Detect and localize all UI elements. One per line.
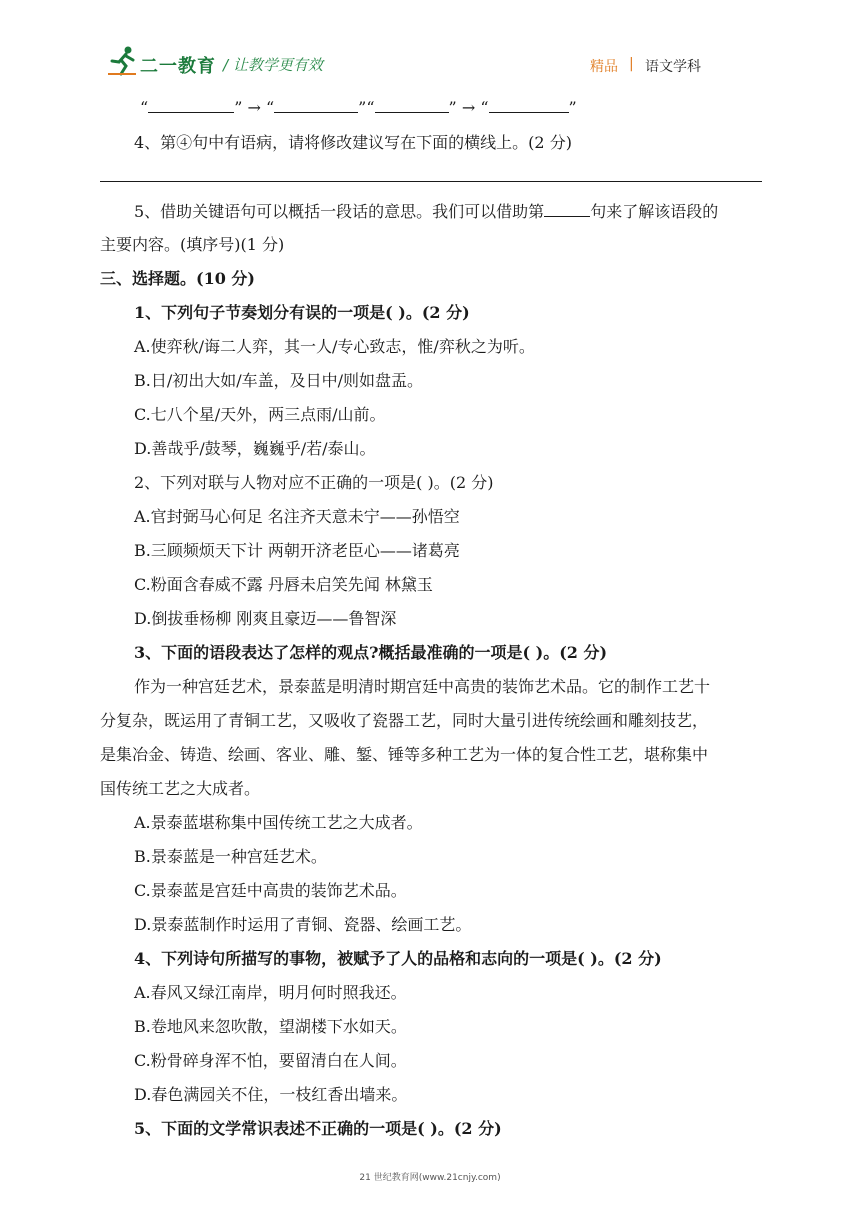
quote-mark: “ (366, 98, 375, 117)
arrow: → (247, 98, 261, 117)
option-c[interactable]: C.粉面含春威不露 丹唇未启笑先闻 林黛玉 (134, 575, 433, 594)
quote-mark: ” (448, 98, 457, 117)
question-2-4: 4、第④句中有语病，请将修改建议写在下面的横线上。(2 分) (134, 133, 572, 152)
slogan: / 让教学更有效 (223, 56, 323, 74)
option-c[interactable]: C.粉骨碎身浑不怕，要留清白在人间。 (134, 1051, 407, 1070)
question-3-2: 2、下列对联与人物对应不正确的一项是( )。(2 分) (134, 473, 494, 492)
question-3-3: 3、下面的语段表达了怎样的观点?概括最准确的一项是( )。(2 分) (134, 643, 608, 662)
running-man-logo-icon (106, 44, 140, 78)
option-a[interactable]: A.春风又绿江南岸，明月何时照我还。 (134, 983, 407, 1002)
tag-separator: | (629, 56, 634, 72)
passage-line: 作为一种宫廷艺术，景泰蓝是明清时期宫廷中高贵的装饰艺术品。它的制作工艺十 (134, 677, 711, 696)
option-b[interactable]: B.卷地风来忽吹散，望湖楼下水如天。 (134, 1017, 407, 1036)
brand-logo (106, 44, 218, 80)
premium-tag: 精品 (590, 59, 618, 75)
option-d[interactable]: D.倒拔垂杨柳 刚爽且豪迈——鲁智深 (134, 609, 397, 628)
question-text: 句来了解该语段的 (590, 202, 719, 221)
page-footer: 21 世纪教育网(www.21cnjy.com) (359, 1173, 501, 1183)
option-d[interactable]: D.春色满园关不住，一枝红香出墙来。 (134, 1085, 408, 1104)
quote-mark: “ (480, 98, 489, 117)
quote-mark: “ (265, 98, 275, 117)
question-2-5 (134, 200, 860, 223)
fill-blank[interactable] (148, 96, 234, 113)
quote-mark: ” (568, 98, 577, 117)
question-2-5-cont: 主要内容。(填序号)(1 分) (100, 235, 285, 254)
option-d[interactable]: D.景泰蓝制作时运用了青铜、瓷器、绘画工艺。 (134, 915, 472, 934)
page-header (0, 0, 860, 90)
arrow: → (461, 98, 476, 117)
quote-mark: “ (140, 98, 149, 117)
option-c[interactable]: C.七八个星/天外，两三点雨/山前。 (134, 405, 386, 424)
quote-mark: ” (234, 98, 243, 117)
passage-line: 分复杂，既运用了青铜工艺，又吸收了瓷器工艺，同时大量引进传统绘画和雕刻技艺， (100, 711, 709, 730)
fill-blank[interactable] (544, 200, 590, 217)
question-text: 5、借助关键语句可以概括一段话的意思。我们可以借助第 (134, 202, 545, 221)
question-3-1: 1、下列句子节奏划分有误的一项是( )。(2 分) (134, 303, 470, 322)
option-a[interactable]: A.景泰蓝堪称集中国传统工艺之大成者。 (134, 813, 423, 832)
option-a[interactable]: A.官封弼马心何足 名注齐天意未宁——孙悟空 (134, 507, 460, 526)
blank-row (140, 96, 860, 119)
option-b[interactable]: B.三顾频烦天下计 两朝开济老臣心——诸葛亮 (134, 541, 460, 560)
subject-tag: 语文学科 (645, 59, 701, 75)
answer-line[interactable] (100, 181, 762, 182)
option-d[interactable]: D.善哉乎/鼓琴，巍巍乎/若/泰山。 (134, 439, 376, 458)
passage-line: 是集冶金、铸造、绘画、客业、雕、錾、锤等多种工艺为一体的复合性工艺，堪称集中 (100, 745, 709, 764)
quote-mark: ” (358, 98, 367, 117)
question-3-5: 5、下面的文学常识表述不正确的一项是( )。(2 分) (134, 1119, 502, 1138)
fill-blank[interactable] (274, 96, 358, 113)
option-b[interactable]: B.日/初出大如/车盖，及日中/则如盘盂。 (134, 371, 424, 390)
option-a[interactable]: A.使弈秋/诲二人弈，其一人/专心致志，惟/弈秋之为听。 (134, 337, 535, 356)
fill-blank[interactable] (375, 96, 449, 113)
section-3-heading: 三、选择题。(10 分) (100, 269, 255, 288)
question-3-4: 4、下列诗句所描写的事物，被赋予了人的品格和志向的一项是( )。(2 分) (134, 949, 662, 968)
passage-line: 国传统工艺之大成者。 (100, 779, 261, 798)
option-b[interactable]: B.景泰蓝是一种宫廷艺术。 (134, 847, 327, 866)
fill-blank[interactable] (489, 96, 569, 113)
option-c[interactable]: C.景泰蓝是宫廷中高贵的装饰艺术品。 (134, 881, 407, 900)
logo-text: 二一教育 (140, 56, 216, 77)
